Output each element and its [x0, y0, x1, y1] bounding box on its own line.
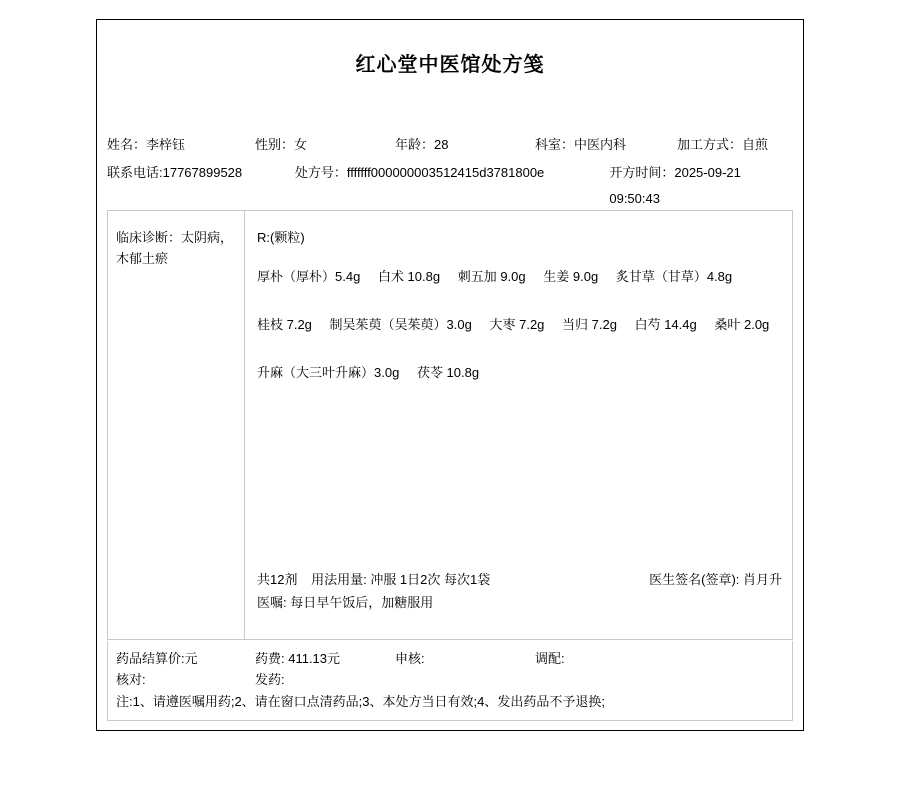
usage-left [257, 569, 500, 590]
page-title: 红心堂中医馆处方笺 [355, 54, 545, 76]
patient-age: 年龄：28 [395, 137, 449, 152]
drug-item: 大枣 7.2g [489, 317, 545, 332]
drug-line [257, 266, 782, 288]
usage-method: 用法用量: 冲服 1日2次 每次1袋 [311, 572, 491, 587]
department: 科室：中医内科 [535, 137, 627, 152]
diagnosis-line-2: 木郁土瘀 [116, 251, 169, 266]
patient-info-row-2 [107, 160, 793, 212]
prescription-body [107, 210, 793, 640]
patient-info-block [97, 132, 803, 212]
check-field: 核对: [116, 672, 146, 687]
footer-notice: 注:1、请遵医嘱用药;2、请在窗口点清药品;3、本处方当日有效;4、发出药品不予退换; [116, 694, 605, 709]
drug-item: 炙甘草（甘草）4.8g [615, 269, 733, 284]
drug-item: 刺五加 9.0g [457, 269, 526, 284]
patient-info-row-1 [107, 132, 793, 158]
drug-item: 白芍 14.4g [634, 317, 697, 332]
dose-count: 共12剂 [257, 572, 298, 587]
drug-line [257, 314, 782, 336]
drug-item: 生姜 9.0g [543, 269, 599, 284]
drug-item: 桑叶 2.0g [714, 317, 770, 332]
patient-name: 姓名：李梓钰 [107, 137, 186, 152]
settlement-price: 药品结算价:元 [116, 651, 198, 666]
rx-header: R:(颗粒) [257, 230, 305, 245]
processing-method: 加工方式：自煎 [677, 137, 769, 152]
prescription-time: 开方时间：2025-09-21 09:50:43 [609, 165, 741, 206]
prescription-sheet [96, 19, 804, 731]
clinical-diagnosis [108, 211, 245, 639]
patient-phone: 联系电话:17767899528 [107, 165, 243, 180]
drug-line [257, 362, 782, 384]
doctor-signature: 医生签名(签章): 肖月升 [649, 572, 782, 587]
review-field: 申核: [395, 651, 425, 666]
drug-item: 茯苓 10.8g [416, 365, 480, 380]
drug-item: 桂枝 7.2g [257, 317, 312, 332]
drug-list-column [245, 211, 792, 639]
drug-item: 厚朴（厚朴）5.4g [257, 269, 361, 284]
drug-item: 制吴茱萸（吴茱萸）3.0g [329, 317, 472, 332]
usage-block [257, 569, 782, 613]
drug-item: 白术 10.8g [377, 269, 441, 284]
footer-row-2 [116, 669, 784, 690]
medical-advice: 医嘱: 每日早午饭后，加糖服用 [257, 595, 434, 610]
dispense-field: 调配: [535, 651, 565, 666]
diagnosis-line-1: 临床诊断：太阴病， [116, 230, 234, 245]
prescription-number: 处方号：fffffff000000003512415d3781800e [294, 165, 545, 180]
drug-item: 当归 7.2g [562, 317, 617, 332]
drug-item: 升麻（大三叶升麻）3.0g [257, 365, 400, 380]
issue-field: 发药: [255, 672, 285, 687]
footer-block [107, 641, 793, 721]
patient-sex: 性别：女 [255, 137, 308, 152]
usage-row [257, 569, 782, 590]
footer-row-1 [116, 648, 784, 669]
drug-fee: 药费: 411.13元 [255, 651, 341, 666]
